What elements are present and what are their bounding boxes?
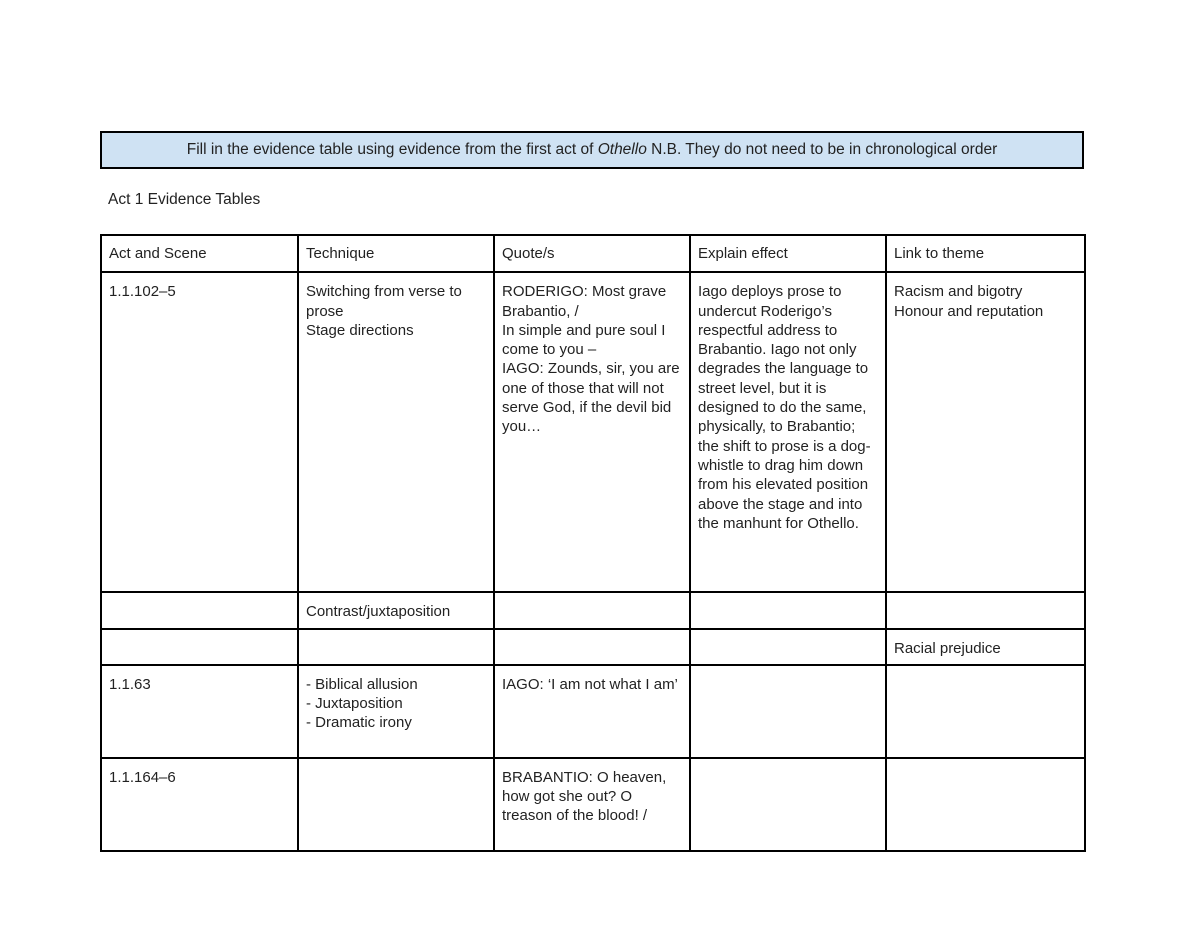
table-row [101, 665, 1085, 758]
cell-link-to-theme[interactable] [886, 665, 1085, 758]
quote-line: IAGO: Zounds, sir, you are one of those that will not serve God, if the devil bid you… [502, 360, 680, 436]
cell-link-to-theme[interactable] [886, 272, 1085, 592]
instruction-text [187, 141, 998, 159]
section-title: Act 1 Evidence Tables [108, 191, 261, 208]
technique-line: - Biblical allusion [306, 675, 418, 693]
theme-line: Racism and bigotry [894, 283, 1023, 301]
cell-quote[interactable] [494, 758, 690, 851]
cell-act-scene[interactable]: 1.1.102–5 [101, 272, 298, 592]
cell-explain-effect[interactable] [690, 629, 886, 665]
instruction-text-after: N.B. They do not need to be in chronological order [646, 141, 998, 158]
cell-link-to-theme[interactable] [886, 592, 1085, 628]
cell-explain-effect[interactable] [690, 665, 886, 758]
instruction-banner [100, 131, 1084, 169]
table-row [101, 758, 1085, 851]
cell-act-scene[interactable]: 1.1.63 [101, 665, 298, 758]
cell-link-to-theme[interactable] [886, 629, 1085, 665]
cell-quote[interactable] [494, 665, 690, 758]
cell-technique[interactable] [298, 758, 494, 851]
cell-quote[interactable] [494, 629, 690, 665]
cell-explain-effect[interactable] [690, 592, 886, 628]
theme-line: Honour and reputation [894, 302, 1044, 320]
table-header-row [101, 235, 1085, 272]
cell-technique[interactable] [298, 665, 494, 758]
header-explain-effect: Explain effect [690, 235, 886, 272]
cell-explain-effect[interactable]: Iago deploys prose to undercut Roderigo’s respectful address to Brabantio. Iago not only degrades the language to street level, but it is designed to do the same, physically, to Brabantio; the shift to prose is a dog-whistle to drag him down from his elevated position above the stage and into the manhunt for Othello. [690, 272, 886, 592]
header-technique: Technique [298, 235, 494, 272]
quote-line: IAGO: ‘I am not what I am’ [502, 675, 678, 693]
cell-technique[interactable] [298, 592, 494, 628]
instruction-text-before: Fill in the evidence table using evidence from the first act of [186, 141, 598, 158]
table-row [101, 592, 1085, 628]
evidence-table [100, 234, 1086, 852]
cell-quote[interactable] [494, 592, 690, 628]
technique-line: - Juxtaposition [306, 695, 403, 713]
quote-line: RODERIGO: Most grave Brabantio, / [502, 283, 667, 320]
quote-line: In simple and pure soul I come to you – [502, 321, 666, 359]
header-act-scene: Act and Scene [101, 235, 298, 272]
quote-line: BRABANTIO: O heaven, how got she out? O treason of the blood! / [502, 768, 667, 825]
technique-line: - Dramatic irony [306, 714, 412, 732]
cell-act-scene[interactable] [101, 592, 298, 628]
cell-act-scene[interactable]: 1.1.164–6 [101, 758, 298, 851]
cell-technique[interactable] [298, 629, 494, 665]
cell-act-scene[interactable] [101, 629, 298, 665]
instruction-play-title: Othello [597, 141, 647, 158]
table-row [101, 272, 1085, 592]
cell-explain-effect[interactable] [690, 758, 886, 851]
table-row [101, 629, 1085, 665]
header-quotes: Quote/s [494, 235, 690, 272]
cell-technique[interactable] [298, 272, 494, 592]
header-link-to-theme: Link to theme [886, 235, 1085, 272]
theme-line: Racial prejudice [894, 639, 1001, 657]
technique-line: Stage directions [306, 321, 414, 339]
cell-link-to-theme[interactable] [886, 758, 1085, 851]
technique-line: Switching from verse to prose [306, 283, 462, 320]
technique-line: Contrast/juxtaposition [306, 603, 451, 621]
cell-quote[interactable] [494, 272, 690, 592]
